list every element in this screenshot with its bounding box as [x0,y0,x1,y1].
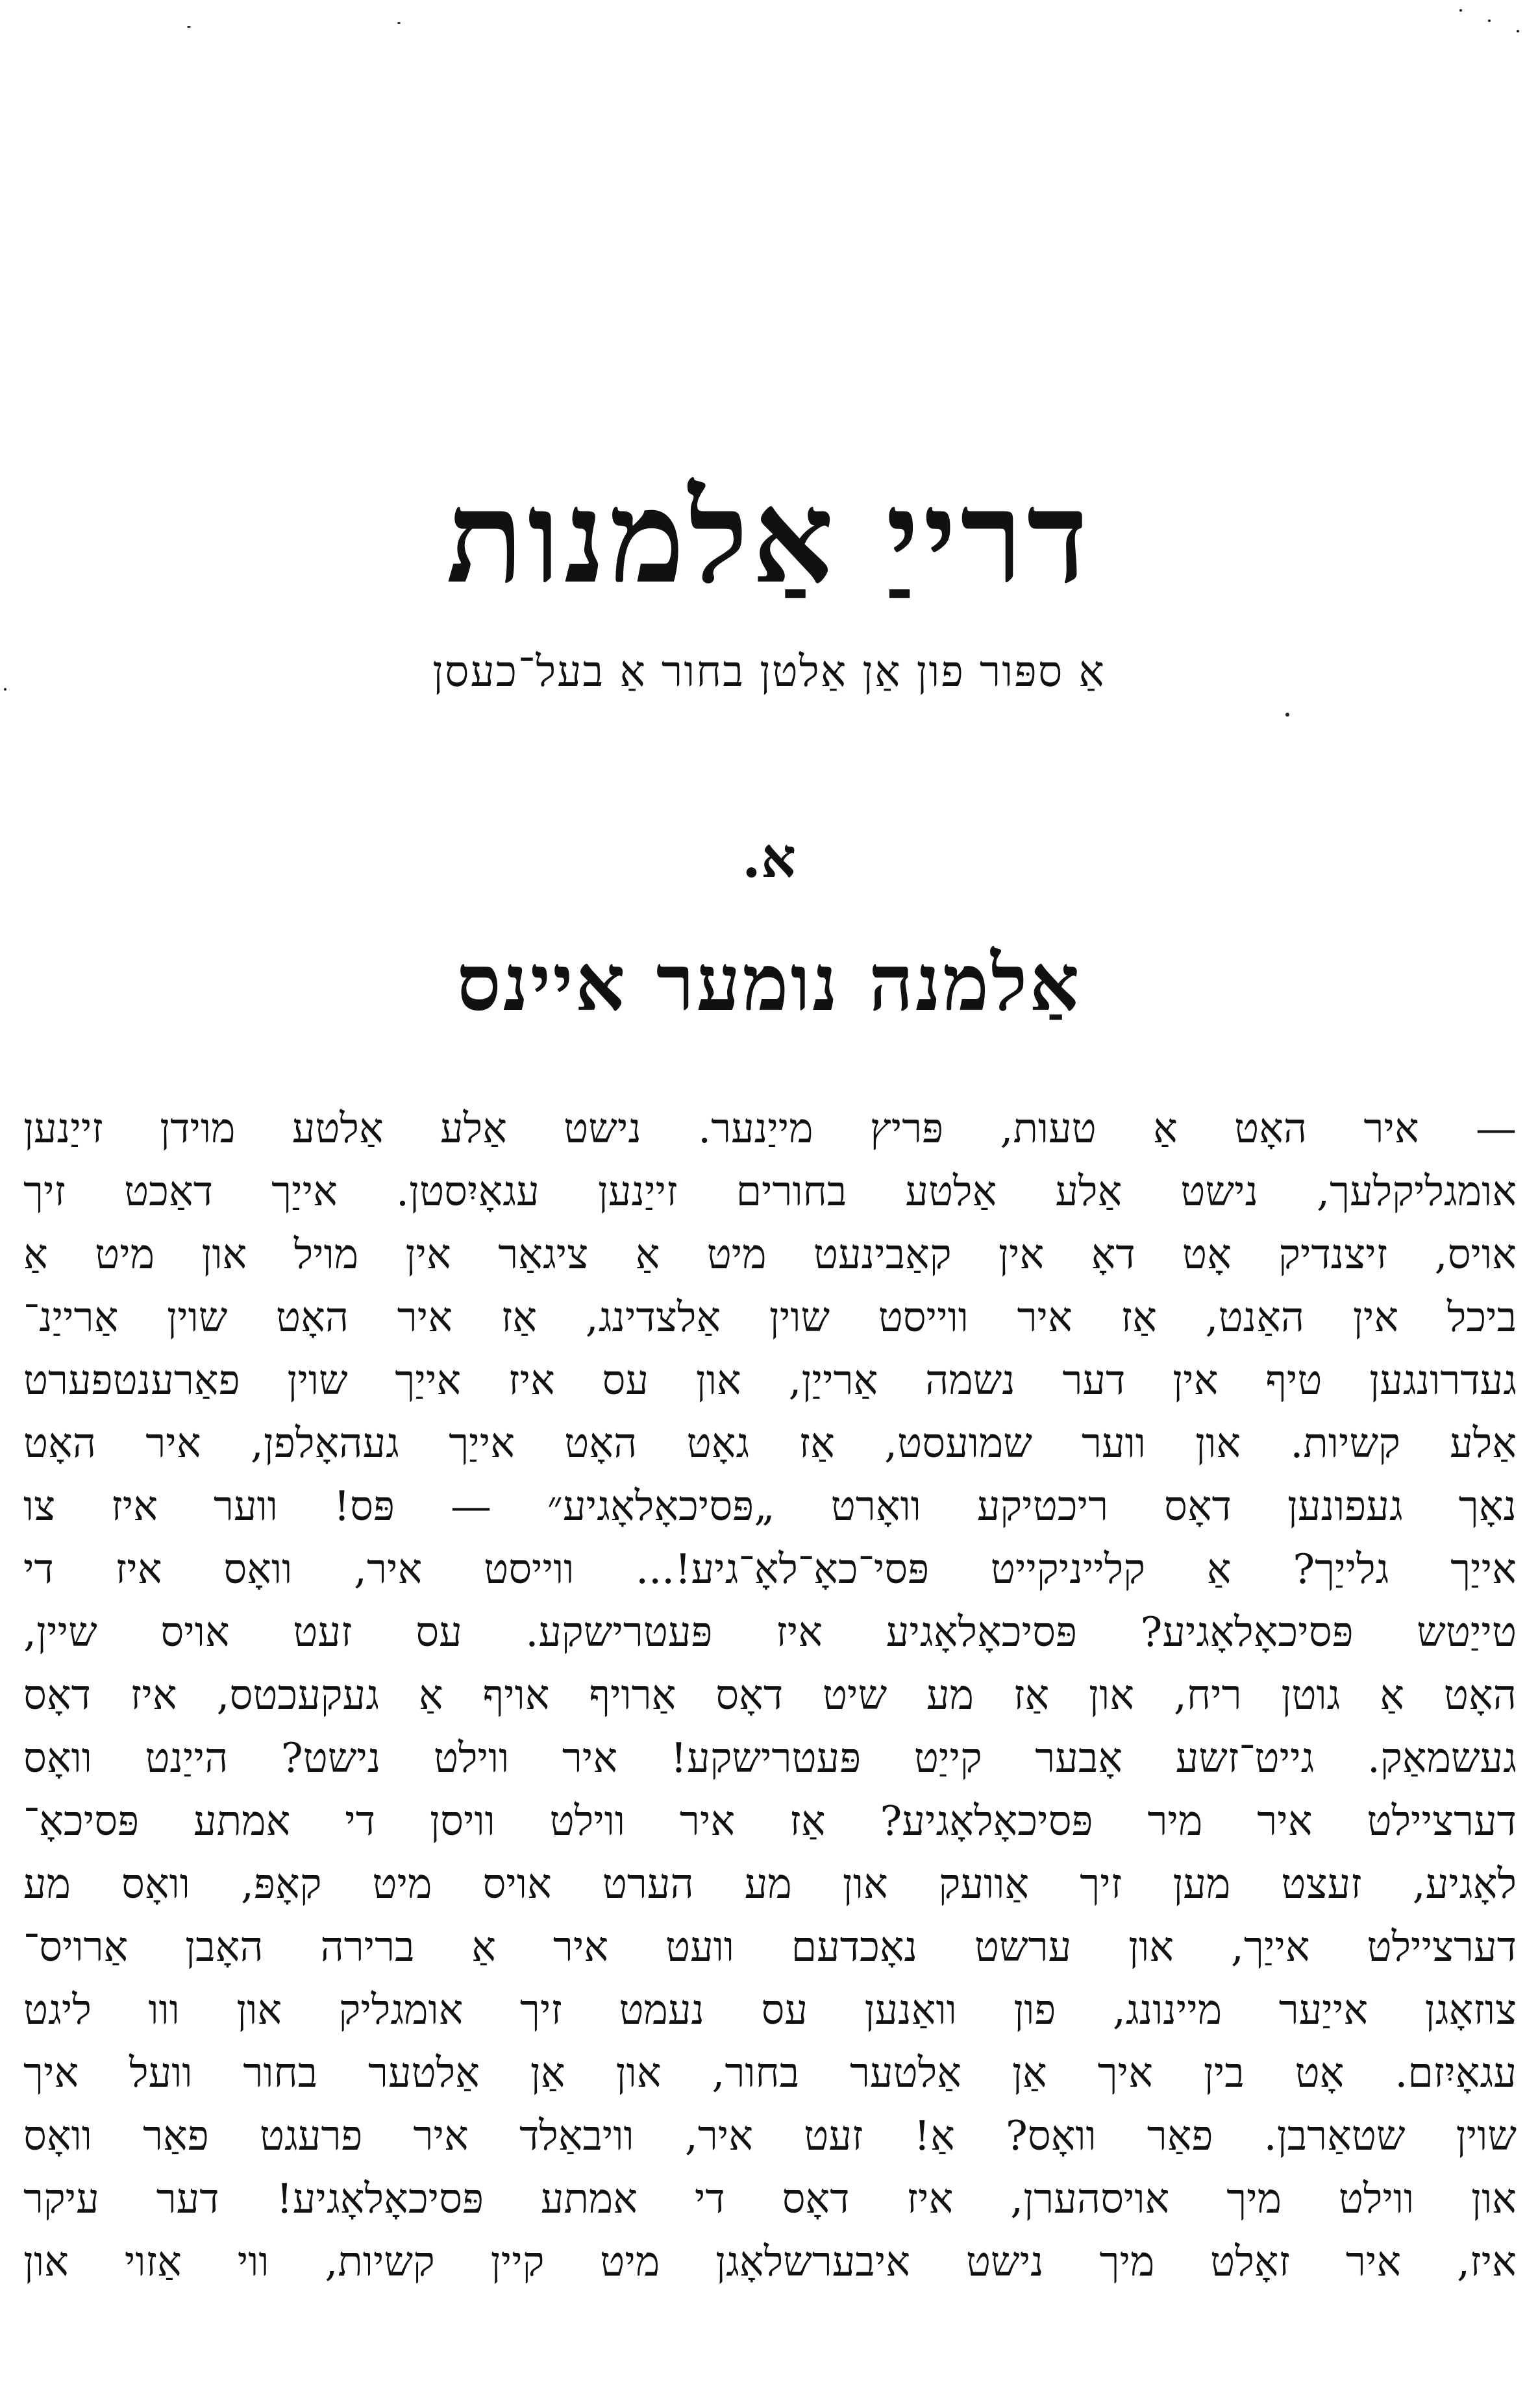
text-line: אומגליקלעך, נישט אַלע אַלטע בחורים זייַנען עגאָיִסטן. אייַך דאַכט זיך [23,1168,1517,1215]
text-line: און ווילט מיך אויסהערן, איז דאָס די אמתע פּסיכאָלאָגיע! דער עיקר [23,2175,1517,2222]
text-line: טייַטש פּסיכאָלאָגיע? פּסיכאָלאָגיע איז פּעטרישקע. עס זעט אויס שיין, [23,1608,1517,1656]
text-line: איז, איר זאָלט מיך נישט איבערשלאָגן מיט קיין קשיות, ווי אַזוי און [23,2238,1517,2285]
scan-speck [4,688,6,691]
scan-speck [1488,19,1491,22]
text-line: דערציילט איר מיר פּסיכאָלאָגיע? אַז איר ווילט וויסן די אמתע פּסיכאָ־ [23,1797,1517,1845]
book-subtitle: אַ ספּור פון אַן אַלטן בחור אַ בעל־כעסן [432,646,1106,696]
text-line: שוין שטאַרבן. פאַר וואָס? אַ! זעט איר, וויבאַלד איר פרעגט פאַר וואָס [23,2112,1517,2159]
scan-speck [187,26,191,28]
text-line: האָט אַ גוטן ריח, און אַז מע שיט דאָס אַרויף אויף אַ געקעכטס, איז דאָס [23,1671,1517,1719]
body-paragraph [23,1097,1517,2293]
scan-speck [1517,30,1519,32]
chapter-title: אַלמנה נומער איינס [456,937,1082,1029]
text-line: געשמאַק. גייט־זשע אָבער קייַט פּעטרישקע! איר ווילט נישט? הייַנט וואָס [23,1734,1517,1782]
text-line: צוזאָגן אייַער מיינונג, פון וואַנען עס נעמט זיך אומגליק און ווו ליגט [23,1986,1517,2033]
text-line: דערציילט אייַך, און ערשט נאָכדעם וועט איר אַ ברירה האָבן אַרויס־ [23,1923,1517,1971]
text-line: געדרונגען טיף אין דער נשמה אַרייַן, און עס איז אייַך שוין פאַרענטפערט [23,1357,1517,1404]
scan-speck [397,22,401,24]
text-line: ביכל אין האַנט, אַז איר ווייסט שוין אַלצדינג, אַז איר האָט שוין אַרייַנ־ [23,1294,1517,1341]
text-line: לאָגיע, זעצט מען זיך אַוועק און מע הערט אויס מיט קאָפּ, וואָס מע [23,1860,1517,1908]
text-line: אויס, זיצנדיק אָט דאָ אין קאַבינעט מיט אַ ציגאַר אין מויל און מיט אַ [23,1231,1517,1278]
text-line: אַלע קשיות. און ווער שמועסט, אַז גאָט האָט אייַך געהאָלפן, איר האָט [23,1419,1517,1467]
book-title: דרייַ אַלמנות [446,463,1092,612]
text-line: עגאָיִזם. אָט בין איך אַן אַלטער בחור, און אַן אַלטער בחור וועל איך [23,2049,1517,2096]
chapter-number: א. [741,826,797,890]
scan-speck [1285,713,1289,717]
text-line: — איר האָט אַ טעות, פּריץ מייַנער. נישט אַלע אַלטע מוידן זייַנען [23,1105,1517,1152]
text-line: אייַך גלייַך? אַ קלייניקייט פּסי־כאָ־לאָ־גיע!... ווייסט איר, וואָס איז די [23,1545,1517,1593]
text-line: נאָך געפונען דאָס ריכטיקע וואָרט „פּסיכאָלאָגיע״ — פּס! ווער איז צו [23,1482,1517,1530]
scan-speck [1459,9,1462,12]
